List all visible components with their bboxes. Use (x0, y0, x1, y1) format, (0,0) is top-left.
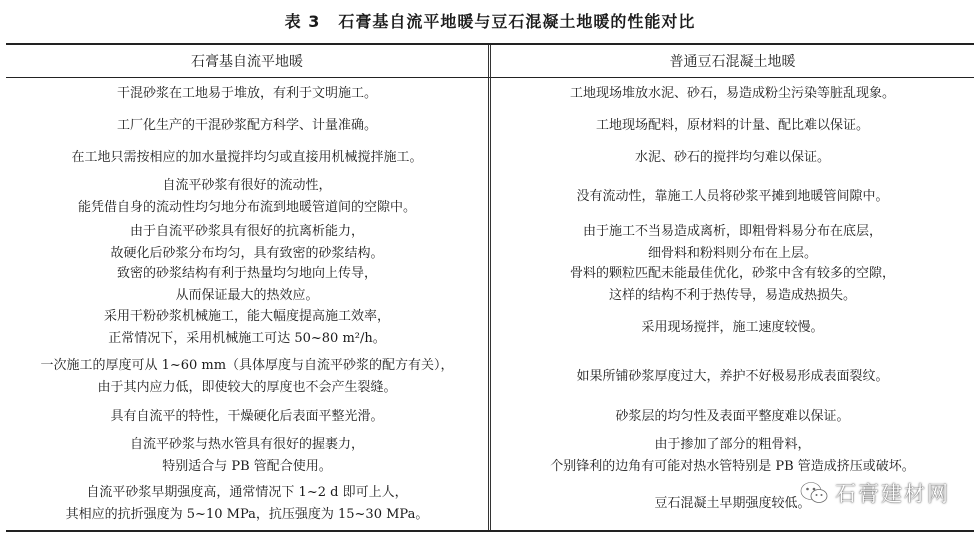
table-cell-left (6, 352, 488, 401)
table-number: 表 3 (284, 11, 321, 31)
table-cell-right (491, 266, 974, 304)
table-cell-right (491, 142, 974, 174)
table-caption (0, 0, 980, 40)
table-bottom-rule (6, 530, 974, 532)
comparison-table (6, 43, 974, 532)
table-cell-right (491, 433, 974, 478)
cell-line: 这样的结构不利于热传导，易造成热损失。 (608, 288, 856, 303)
table-cell-left (6, 78, 488, 110)
cell-line: 工厂化生产的干混砂浆配方科学、计量准确。 (116, 118, 377, 133)
cell-line: 自流平砂浆早期强度高，通常情况下 1~2 d 即可上人， (86, 485, 408, 500)
cell-line: 由于掺加了部分的粗骨料， (654, 436, 811, 452)
cell-line: 水泥、砂石的搅拌均匀难以保证。 (634, 150, 830, 165)
cell-line: 从而保证最大的热效应。 (175, 288, 319, 303)
cell-line: 正常情况下，采用机械施工可达 50~80 m²/h。 (108, 331, 386, 346)
cell-line: 自流平砂浆与热水管具有很好的握裹力， (129, 436, 364, 452)
table-cell-left (6, 433, 488, 478)
cell-line: 个别锋利的边角有可能对热水管特别是 PB 管造成挤压或破坏。 (550, 458, 915, 474)
cell-line: 自流平砂浆有很好的流动性， (162, 177, 332, 193)
cell-line: 骨料的颗粒匹配未能最佳优化，砂浆中含有较多的空隙， (569, 266, 895, 281)
cell-line: 致密的砂浆结构有利于热量均匀地向上传导， (116, 266, 377, 281)
cell-line: 工地现场堆放水泥、砂石，易造成粉尘污染等脏乱现象。 (569, 86, 895, 101)
cell-line: 细骨料和粉料则分布在上层。 (647, 245, 817, 261)
table-cell-right (491, 219, 974, 266)
cell-line: 故硬化后砂浆分布均匀，具有致密的砂浆结构。 (110, 245, 384, 261)
cell-line: 采用现场搅拌，施工速度较慢。 (641, 320, 824, 335)
cell-line: 由于自流平砂浆具有很好的抗离析能力， (129, 223, 364, 239)
table-cell-right (491, 78, 974, 110)
table-cell-right (491, 352, 974, 401)
table-cell-right (491, 110, 974, 142)
table-cell-right (491, 174, 974, 219)
cell-line: 一次施工的厚度可从 1~60 mm（具体厚度与自流平砂浆的配方有关）， (40, 357, 454, 373)
table-title: 石膏基自流平地暖与豆石混凝土地暖的性能对比 (338, 11, 696, 31)
table-cell-left (6, 401, 488, 433)
cell-line: 由于施工不当易造成离析，即粗骨料易分布在底层， (582, 223, 882, 239)
table-cell-left (6, 174, 488, 219)
table-cell-left (6, 219, 488, 266)
cell-line: 具有自流平的特性，干燥硬化后表面平整光滑。 (110, 409, 384, 424)
table-cell-left (6, 266, 488, 304)
cell-line: 如果所铺砂浆厚度过大，养护不好极易形成表面裂纹。 (576, 368, 889, 384)
cell-line: 能凭借自身的流动性均匀地分布流到地暖管道间的空隙中。 (77, 199, 416, 215)
watermark (799, 478, 950, 508)
table-cell-left (6, 110, 488, 142)
table-cell-right (491, 401, 974, 433)
cell-line: 其相应的抗折强度为 5~10 MPa，抗压强度为 15~30 MPa。 (65, 507, 429, 522)
cell-line: 特别适合与 PB 管配合使用。 (162, 458, 332, 474)
cell-line: 没有流动性，靠施工人员将砂浆平摊到地暖管间隙中。 (576, 188, 889, 204)
watermark-text: 石膏建材网 (835, 482, 950, 506)
table-cell-left (6, 304, 488, 352)
table-cell-left (6, 142, 488, 174)
cell-line: 豆石混凝土早期强度较低。 (654, 496, 811, 511)
wechat-icon (799, 480, 829, 506)
cell-line: 干混砂浆在工地易于堆放，有利于文明施工。 (116, 86, 377, 101)
table-cell-right (491, 304, 974, 352)
cell-line: 在工地只需按相应的加水量搅拌均匀或直接用机械搅拌施工。 (71, 150, 423, 165)
header-gypsum-self-leveling: 石膏基自流平地暖 (191, 54, 303, 70)
header-pea-gravel-concrete: 普通豆石混凝土地暖 (669, 54, 796, 70)
cell-line: 采用干粉砂浆机械施工，能大幅度提高施工效率， (103, 309, 390, 324)
cell-line: 由于其内应力低，即使较大的厚度也不会产生裂缝。 (97, 379, 397, 395)
cell-line: 工地现场配料，原材料的计量、配比难以保证。 (595, 118, 869, 133)
cell-line: 砂浆层的均匀性及表面平整度难以保证。 (615, 409, 850, 424)
table-cell-left (6, 478, 488, 530)
